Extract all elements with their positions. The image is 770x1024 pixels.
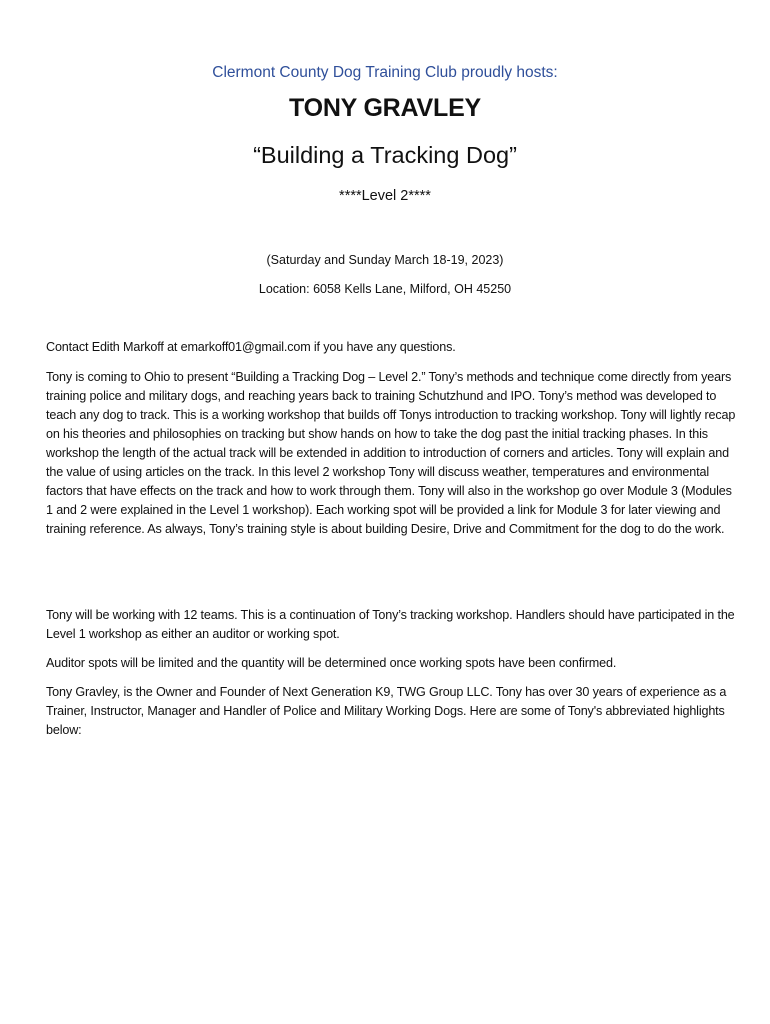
event-dates: (Saturday and Sunday March 18-19, 2023) bbox=[266, 253, 504, 267]
auditors-paragraph: Auditor spots will be limited and the quantity will be determined once working spots have been confirmed. bbox=[46, 656, 617, 670]
event-location: Location: 6058 Kells Lane, Milford, OH 45250 bbox=[258, 282, 512, 296]
speaker-name: TONY GRAVLEY bbox=[288, 94, 482, 122]
contact-paragraph: Contact Edith Markoff at emarkoff01@gmail.com if you have any questions. bbox=[46, 340, 456, 354]
teams-paragraph: Tony will be working with 12 teams. This is a continuation of Tony’s tracking workshop. Handlers should have participated in the Level 1 workshop as either an auditor or working spot. bbox=[46, 608, 735, 641]
workshop-title: “Building a Tracking Dog” bbox=[253, 142, 517, 168]
workshop-level: ****Level 2**** bbox=[339, 188, 431, 204]
host-line: Clermont County Dog Training Club proudly hosts: bbox=[212, 64, 558, 81]
intro-paragraph: Tony is coming to Ohio to present “Building a Tracking Dog – Level 2.” Tony’s methods and technique come directly from years training police and military dogs, and reaching years back to training Schutzhund and IPO. Tony’s method was developed to teach any dog to track. This is a working workshop that builds off Tonys introduction to tracking workshop. Tony will lightly recap on his theories and philosophies on tracking but show hands on how to take the dog past the initial tracking phases. In this workshop the length of the actual track will be extended in addition to introduction of corners and articles. Tony will explain and the value of using articles on the track. In this level 2 workshop Tony will discuss weather, temperatures and environmental factors that have effects on the track and how to work through them. Tony will also in the workshop go over Module 3 (Modules 1 and 2 were explained in the Level 1 workshop). Each working spot will be provided a link for Module 3 for later viewing and training reference. As always, Tony’s training style is about building Desire, Drive and Commitment for the dog to do the work. bbox=[46, 370, 736, 536]
bio-paragraph: Tony Gravley, is the Owner and Founder of Next Generation K9, TWG Group LLC. Tony has over 30 years of experience as a Trainer, Instructor, Manager and Handler of Police and Military Working Dogs. Here are some of Tony's abbreviated highlights below: bbox=[46, 685, 727, 737]
